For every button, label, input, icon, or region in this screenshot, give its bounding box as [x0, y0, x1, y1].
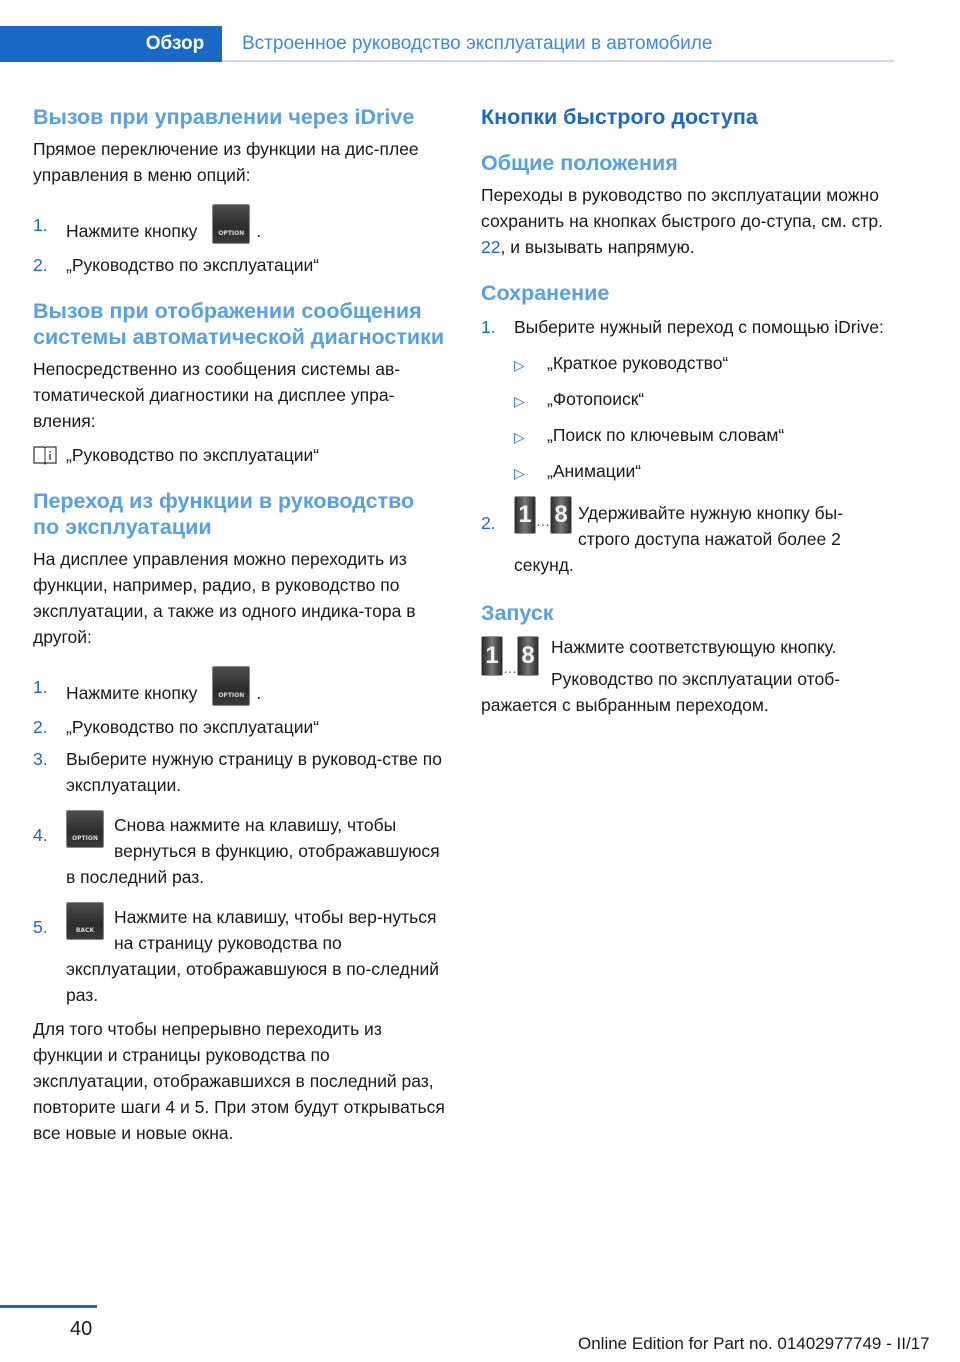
triangle-bullet-icon: ▷ [514, 429, 525, 445]
manual-book-icon [33, 445, 57, 465]
idrive-step-1: 1. Нажмите кнопку OPTION . [33, 204, 445, 248]
diagnostic-intro: Непосредственно из сообщения системы ав-томатической диагностики на дисплее упра-вления: [33, 359, 401, 431]
jump-step-5: 5. BACK Нажмите на клавишу, чтобы вер-нуться на страницу руководства по эксплуатации, отображавшуюся в по-следний раз. [33, 904, 445, 1008]
launch-block [481, 634, 893, 718]
favorite-button-1-icon: 1 [481, 636, 503, 676]
diagnostic-icon-line: „Руководство по эксплуатации“ [33, 442, 445, 468]
right-column [481, 100, 893, 718]
save-bullet: ▷ „Поиск по ключевым словам“ [514, 422, 893, 448]
page-reference-link[interactable]: 22 [481, 237, 501, 257]
jump-step-1: 1. Нажмите кнопку OPTION . [33, 666, 445, 710]
heading-function-jump: Переход из функции в руководство по эксплуатации [33, 489, 415, 539]
header-underline [222, 60, 894, 62]
heading-diagnostic-call: Вызов при отображении сообщения системы автоматической диагностики [33, 299, 445, 349]
header-section-tab: Обзор [128, 26, 222, 62]
favorite-button-1-icon: 1 [514, 496, 536, 534]
option-button-icon: OPTION [212, 204, 250, 244]
heading-save: Сохранение [481, 281, 610, 305]
jump-step-3: 3. Выберите нужную страницу в руковод-стве по эксплуатации. [33, 749, 442, 795]
heading-idrive-call: Вызов при управлении через iDrive [33, 105, 415, 129]
triangle-bullet-icon: ▷ [514, 357, 525, 373]
save-bullet: ▷ „Анимации“ [514, 458, 893, 484]
function-jump-intro: На дисплее управления можно переходить из функции, например, радио, в руководство по эксплуатации, а также из одного индика-тора в другой: [33, 549, 416, 647]
favorite-buttons-icon: 1 … 8 [514, 496, 572, 534]
jump-step-4: 4. OPTION Снова нажмите на клавишу, чтобы вернуться в функцию, отображавшуюся в последний раз. [33, 812, 445, 890]
launch-line-2: Руководство по эксплуатации отоб-ражается с выбранным переходом. [481, 669, 841, 715]
save-step-1: 1. Выберите нужный переход с помощью iDrive: [481, 317, 884, 337]
header-bar-left [0, 26, 128, 62]
option-button-icon: OPTION [66, 810, 104, 848]
left-column [33, 100, 445, 1146]
heading-general: Общие положения [481, 151, 678, 175]
triangle-bullet-icon: ▷ [514, 393, 525, 409]
back-button-icon: BACK [66, 902, 104, 940]
footer-rule [0, 1305, 97, 1308]
favorite-buttons-icon: 1 … 8 [481, 636, 539, 676]
general-text: Переходы в руководство по эксплуатации можно сохранить на кнопках быстрого до-ступа, см. стр. 22, и вызывать напрямую. [481, 185, 884, 257]
option-button-icon: OPTION [212, 666, 250, 706]
save-bullet: ▷ „Фотопоиск“ [514, 386, 893, 412]
idrive-step-2: 2. „Руководство по эксплуатации“ [33, 255, 320, 275]
favorite-button-8-icon: 8 [550, 496, 572, 534]
heading-favorite-buttons: Кнопки быстрого доступа [481, 105, 758, 129]
function-jump-closing: Для того чтобы непрерывно переходить из функции и страницы руководства по эксплуатации, отображавшихся в последний раз, повторите шаги 4 и 5. При этом будут открываться все новые и новые окна. [33, 1019, 445, 1143]
save-bullet: ▷ „Краткое руководство“ [514, 350, 893, 376]
jump-step-2: 2. „Руководство по эксплуатации“ [33, 717, 320, 737]
favorite-button-8-icon: 8 [517, 636, 539, 676]
page-number: 40 [70, 1318, 93, 1340]
launch-line-1: Нажмите соответствующую кнопку. [551, 637, 837, 657]
heading-launch: Запуск [481, 601, 554, 625]
triangle-bullet-icon: ▷ [514, 465, 525, 481]
edition-footer: Online Edition for Part no. 01402977749 - II/17 [578, 1334, 930, 1353]
save-step-2: 2. 1 … 8 Удерживайте нужную кнопку бы-строго доступа нажатой более 2 секунд. [481, 500, 893, 578]
idrive-intro: Прямое переключение из функции на дис-плее управления в меню опций: [33, 139, 419, 185]
header-chapter-title: Встроенное руководство эксплуатации в автомобиле [242, 33, 713, 54]
